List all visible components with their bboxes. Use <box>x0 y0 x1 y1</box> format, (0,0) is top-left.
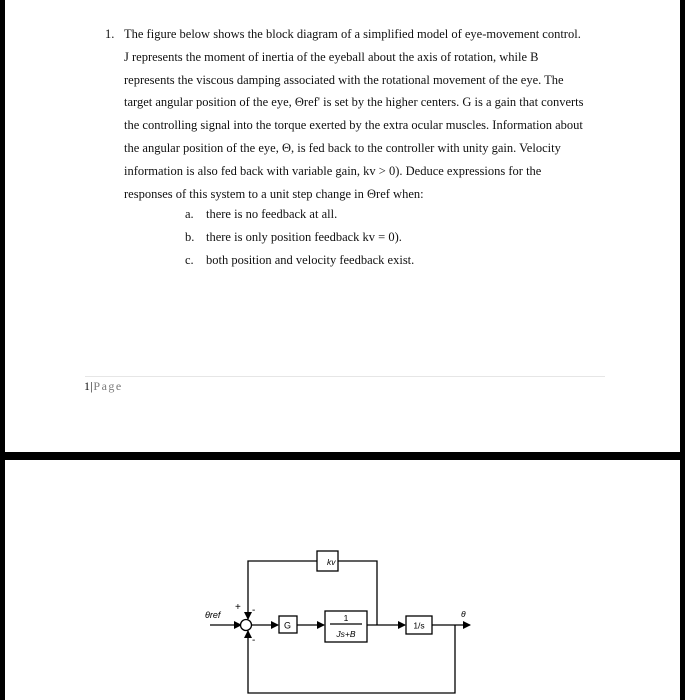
question-line: responses of this system to a unit step change in Θref when: <box>124 186 424 201</box>
page-footer <box>84 379 123 394</box>
page-separator: | <box>90 379 94 393</box>
input-label: θref <box>205 610 221 620</box>
page-number: 1 <box>84 379 91 393</box>
subpart-label: a. <box>185 207 194 221</box>
question-line: the angular position of the eye, Θ, is fed back to the controller with unity gain. Velocity <box>124 140 561 155</box>
output-label: θ <box>461 609 466 619</box>
document-page-1 <box>5 0 680 452</box>
question-line: target angular position of the eye, Θref' is set by the higher centers. G is a gain that converts <box>124 95 584 110</box>
question-line: The figure below shows the block diagram of a simplified model of eye-movement control. <box>124 27 581 41</box>
question-text <box>124 23 601 205</box>
minus-sign-bottom: - <box>252 635 256 646</box>
plus-sign: + <box>235 602 241 613</box>
subpart-text: both position and velocity feedback exist. <box>206 253 415 267</box>
question-line: J represents the moment of inertia of the eyeball about the axis of rotation, while B <box>124 49 539 64</box>
subpart-a <box>185 203 414 226</box>
integrator-label: 1/s <box>413 620 425 631</box>
subpart-label: c. <box>185 253 194 267</box>
document-page-2 <box>5 460 680 700</box>
velocity-feedback-path-left <box>248 561 317 619</box>
question-line: the controlling signal into the torque exerted by the extra ocular muscles. Information about <box>124 118 583 133</box>
summing-junction <box>241 620 252 631</box>
velocity-gain-label: kv <box>327 557 336 567</box>
plant-denominator: Js+B <box>336 629 356 639</box>
minus-sign-top: - <box>252 605 256 616</box>
subpart-c <box>185 249 414 272</box>
plant-numerator: 1 <box>343 613 349 623</box>
subpart-text: there is no feedback at all. <box>206 207 338 221</box>
question-number: 1. <box>105 27 115 41</box>
question-line: information is also fed back with variable gain, kv > 0). Deduce expressions for the <box>124 163 542 178</box>
subpart-b <box>185 226 414 249</box>
page-word: Page <box>93 379 123 393</box>
question-line: represents the viscous damping associated with the rotational movement of the eye. The <box>124 72 564 87</box>
subpart-label: b. <box>185 230 195 244</box>
subpart-text: there is only position feedback kv = 0). <box>206 230 402 244</box>
gain-label: G <box>284 620 292 631</box>
block-diagram <box>5 460 680 700</box>
footer-divider <box>85 376 605 377</box>
subparts-list <box>185 203 414 272</box>
